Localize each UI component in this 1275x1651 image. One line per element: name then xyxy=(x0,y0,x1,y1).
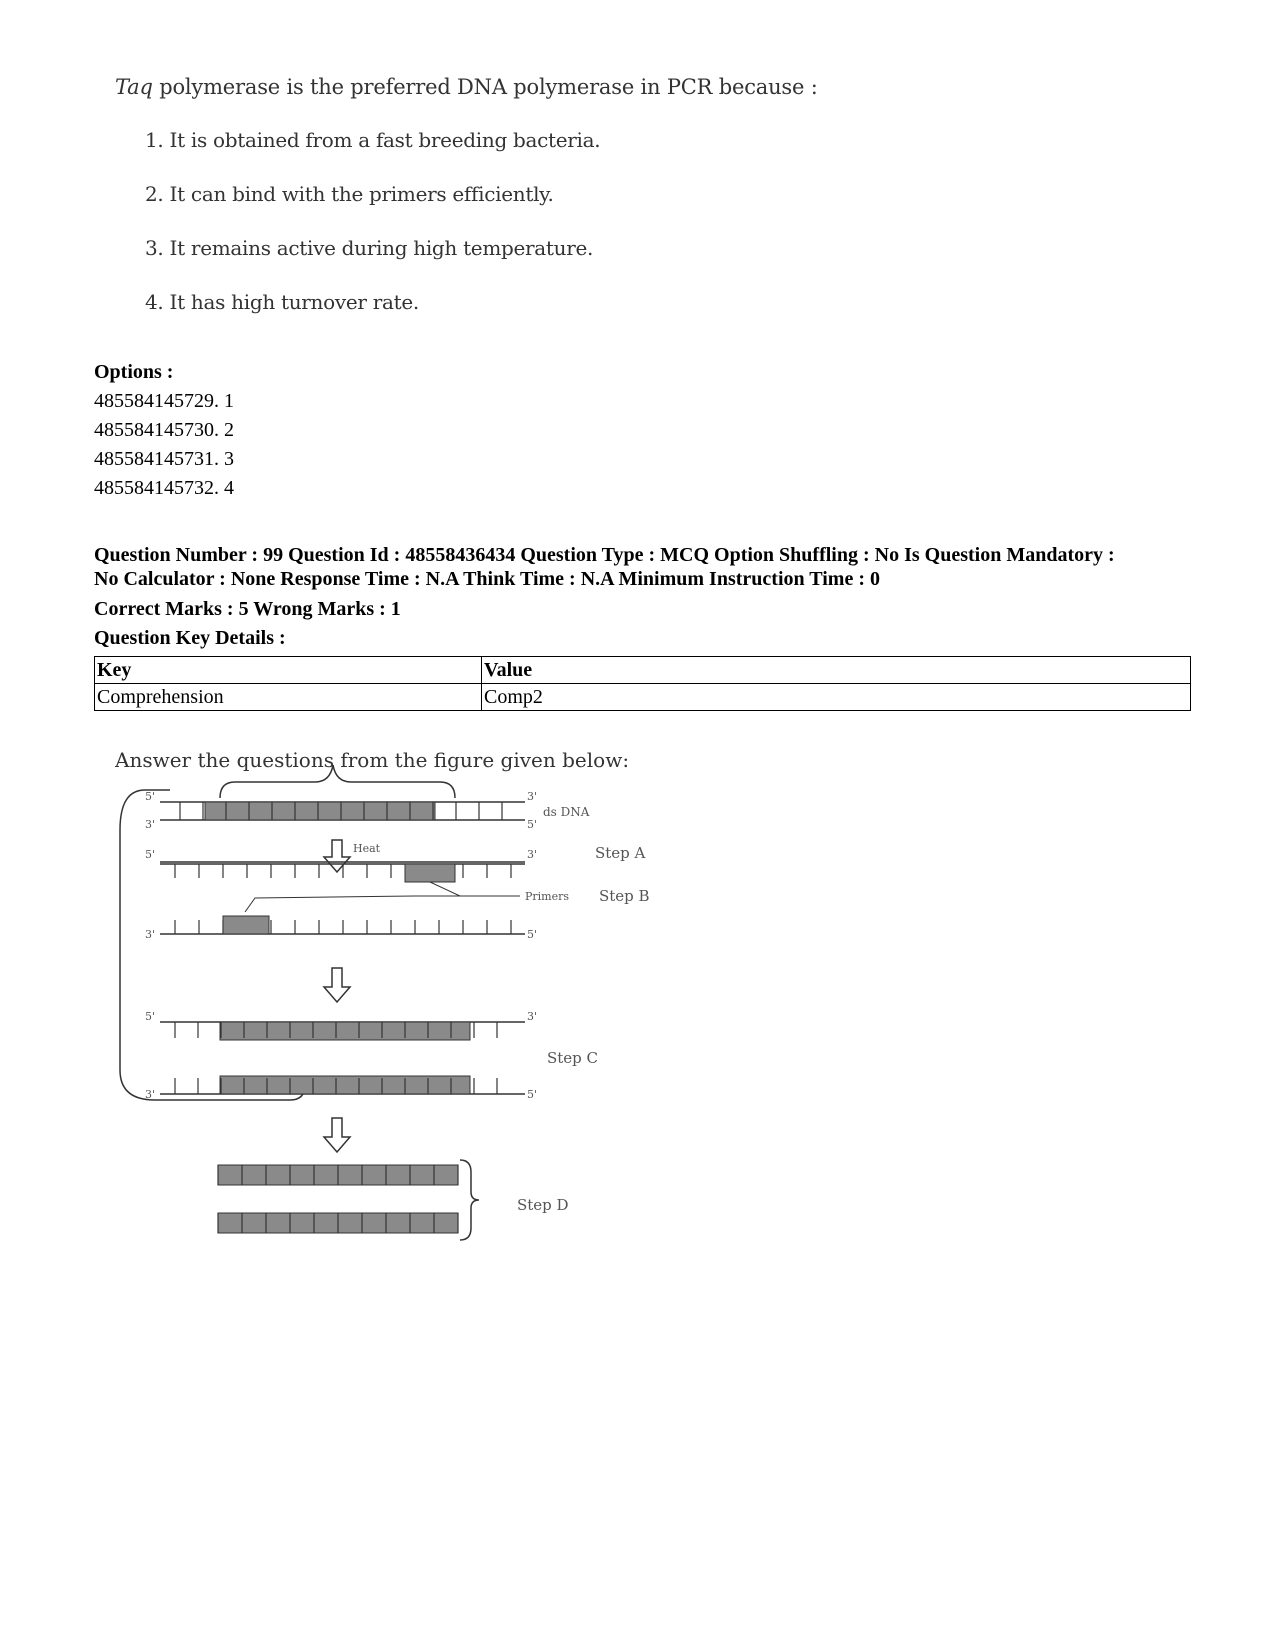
label-5prime-b1: 5' xyxy=(145,848,156,861)
label-5prime-a1: 5' xyxy=(145,790,156,803)
step-c-strand-2 xyxy=(160,1076,525,1094)
option-1: 485584145729. 1 xyxy=(94,390,234,412)
label-3prime-c2: 3' xyxy=(145,1088,156,1101)
label-5prime-c2: 5' xyxy=(527,1088,538,1101)
value-header: Value xyxy=(482,657,1191,684)
label-step-d: Step D xyxy=(517,1196,569,1214)
label-step-a: Step A xyxy=(595,844,646,862)
options-heading: Options : xyxy=(94,361,174,383)
single-strand-bottom xyxy=(160,916,525,934)
pcr-diagram xyxy=(115,740,715,1310)
ds-dna xyxy=(160,802,525,820)
single-strand-top xyxy=(160,862,525,882)
key-table-header xyxy=(95,657,1191,684)
key-cell: Comprehension xyxy=(95,684,482,711)
label-3prime-c1: 3' xyxy=(527,1010,538,1023)
question-meta xyxy=(94,543,1204,653)
label-3prime-a1: 3' xyxy=(145,818,156,831)
figure-caption: Answer the questions from the figure given below: xyxy=(115,748,630,772)
step-c-strand-1 xyxy=(160,1022,525,1040)
down-arrow-heat xyxy=(324,840,350,872)
question-intro-text: polymerase is the preferred DNA polymerase in PCR because : xyxy=(152,75,818,99)
step-d-product-1 xyxy=(218,1165,458,1185)
label-step-b: Step B xyxy=(599,887,650,905)
step-d-product-2 xyxy=(218,1213,458,1233)
meta-line-1: Question Number : 99 Question Id : 48558436434 Question Type : MCQ Option Shuffling : No Is Question Mandatory : xyxy=(94,544,1115,566)
question-image xyxy=(115,75,818,344)
label-heat: Heat xyxy=(353,842,381,855)
primer-bottom xyxy=(223,916,269,934)
label-5prime-c1: 5' xyxy=(145,1010,156,1023)
label-3prime-b2: 3' xyxy=(145,928,156,941)
option-2: 485584145730. 2 xyxy=(94,419,234,441)
question-intro xyxy=(115,75,818,99)
taq-italic: Taq xyxy=(115,75,153,99)
label-ds-dna: ds DNA xyxy=(543,805,590,819)
key-header: Key xyxy=(95,657,482,684)
key-table xyxy=(94,656,1191,711)
label-step-c: Step C xyxy=(547,1049,599,1067)
meta-line-2: No Calculator : None Response Time : N.A Think Time : N.A Minimum Instruction Time : 0 xyxy=(94,568,880,590)
label-primers: Primers xyxy=(525,890,570,903)
value-cell: Comp2 xyxy=(482,684,1191,711)
option-3: 485584145731. 3 xyxy=(94,448,234,470)
cycle-loop xyxy=(120,790,305,1100)
down-arrow-2 xyxy=(324,968,350,1002)
question-item-1: 1. It is obtained from a fast breeding bacteria. xyxy=(145,128,601,152)
marks-line: Correct Marks : 5 Wrong Marks : 1 xyxy=(94,598,401,620)
option-4: 485584145732. 4 xyxy=(94,477,234,499)
question-item-3: 3. It remains active during high temperature. xyxy=(145,236,594,260)
label-3prime-a2: 3' xyxy=(527,790,538,803)
down-arrow-3 xyxy=(324,1118,350,1152)
step-d-brace xyxy=(460,1160,479,1240)
key-details-heading: Question Key Details : xyxy=(94,627,286,649)
label-3prime-b1: 3' xyxy=(527,848,538,861)
options-block xyxy=(94,358,234,503)
question-item-4: 4. It has high turnover rate. xyxy=(145,290,419,314)
label-5prime-b2: 5' xyxy=(527,928,538,941)
pcr-figure xyxy=(115,740,715,1310)
table-row xyxy=(95,684,1191,711)
question-item-2: 2. It can bind with the primers efficiently. xyxy=(145,182,554,206)
primer-top xyxy=(405,864,455,882)
label-5prime-a2: 5' xyxy=(527,818,538,831)
